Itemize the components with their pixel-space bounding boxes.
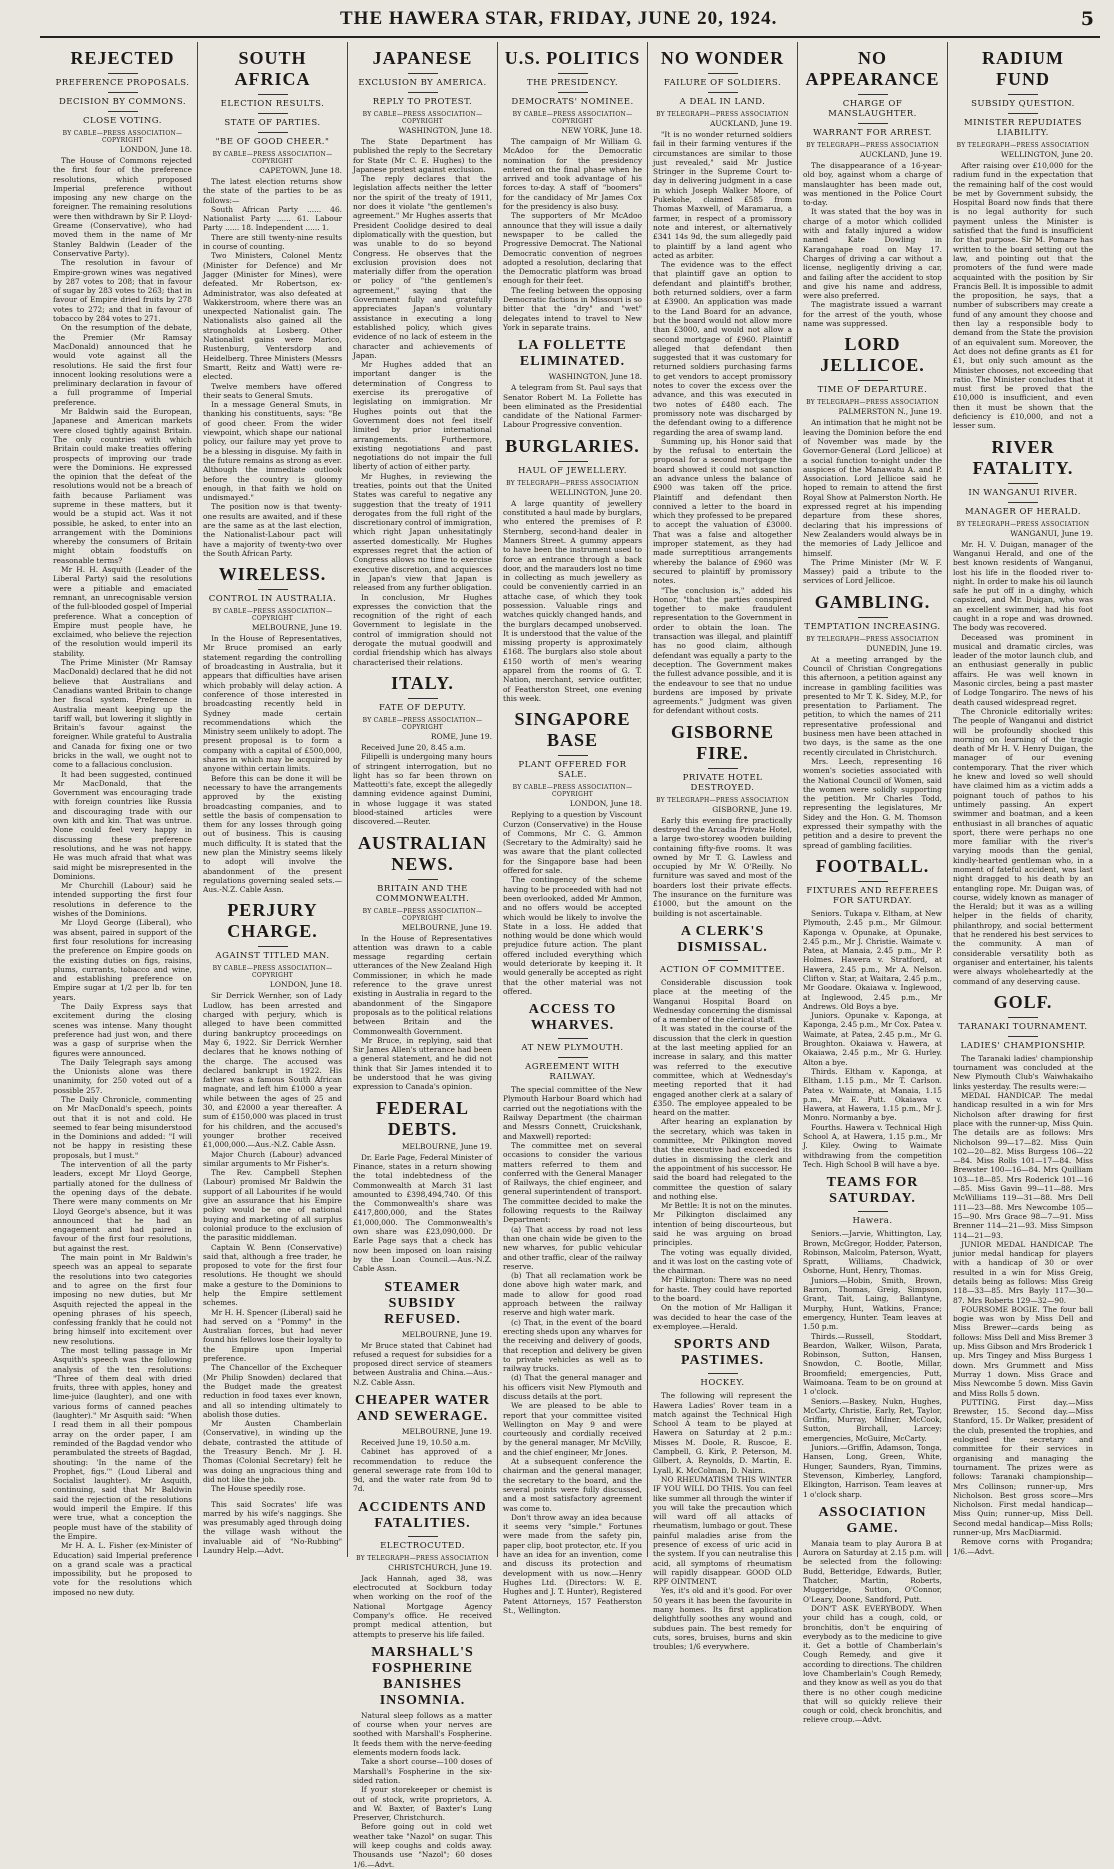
divider bbox=[708, 1373, 738, 1374]
divider bbox=[408, 698, 438, 699]
article-paragraph: Jack Hannah, aged 38, was electrocuted at Sockburn today when working on the roof of the National Mortgage Agency Company's office. He received prompt medical attention, but attempts to preserve his life failed. bbox=[353, 1573, 492, 1639]
divider bbox=[1008, 94, 1038, 95]
advertisement: This said Socrates' life was marred by his wife's naggings. She was presumably aged through doing the village wash without the invaluable aid of "No-Rubbing" Laundry Help.—Advt. bbox=[203, 1499, 342, 1555]
article-heading: LA FOLLETTE ELIMINATED. bbox=[518, 338, 627, 370]
article-subheading: CHARGE OF MANSLAUGHTER. bbox=[828, 99, 917, 119]
article-subheading: STATE OF PARTIES. bbox=[224, 118, 321, 128]
dateline: LONDON, June 18. bbox=[269, 980, 342, 990]
divider bbox=[108, 73, 138, 74]
article-paragraph: (b) That all reclamation work be done above high water mark, and made to allow for good road approach between the railway reserve and high water mark. bbox=[503, 1271, 642, 1318]
article bbox=[353, 1645, 492, 1869]
article bbox=[353, 673, 492, 827]
article-paragraph: The Taranaki ladies' championship tournament was concluded at the New Plymouth Club's Waiwhakaiho links yesterday. The results were:— bbox=[953, 1053, 1093, 1091]
article-subheading: AGAINST TITLED MAN. bbox=[215, 951, 330, 962]
article-paragraph: Before this can be done it will be necessary to have the arrangements approved by the existing broadcasting companies, and to settle the basis of compensation to them for any losses through going out of business. This is causing much difficulty. It is stated that the new plan the Ministry seems likely to adopt will involve the abandonment of the present regulations governing sealed sets.—Aus.-N.Z. Cable Assn. bbox=[203, 773, 342, 895]
article-heading: ACCESS TO WHARVES. bbox=[528, 1002, 617, 1034]
article bbox=[653, 924, 792, 1331]
article-heading: A CLERK'S DISMISSAL. bbox=[677, 923, 768, 955]
article-heading: NO WONDER bbox=[660, 48, 785, 68]
article-paragraph: After raising over £10,000 for the radium fund in the expectation that the remaining half of the cost would be met by Government subsidy, the Hospital Board now finds that there is no legal authority for such payment unless the Minister is satisfied that the fund is insufficient for that purpose. Sir M. Pomare has written to the board setting out the law, and pointing out that the promoters of the fund were made acquainted with the position by Sir Francis Bell. It is impossible to admit the proposition, he says, that a number of subscribers may create a fund of any amount they choose and then lay a responsible body to demand from the State the provision of an equivalent sum. Moreover, the Act does not define grants as £1 for £1, but only such amount as the Minister chooses, not exceeding that ratio. The Minister concludes that it must first be proved that the £10,000 is insufficient, and even then it must be shown that the deficiency is £10,000, and not a lesser sum. bbox=[953, 161, 1094, 431]
article-heading: BURGLARIES. bbox=[505, 435, 640, 456]
article-subheading: TEMPTATION INCREASING. bbox=[804, 621, 941, 632]
article-paragraph: Juniors.—Hobin, Smith, Brown, Barron, Thomas, Greig, Simpson, Grant, Tait, Laing, Ballantyne, Murphy, Hunt, Watkins, France; emergency, Hunter. Team leaves at 1.50 p.m. bbox=[803, 1275, 942, 1332]
article-paragraph: Cabinet has approved of a recommendation to reduce the general sewerage rate from 10d to 9d, and the water rate from 9d to 7d. bbox=[353, 1447, 492, 1494]
article-heading: WIRELESS. bbox=[218, 564, 327, 585]
column-4 bbox=[498, 42, 648, 1615]
article-heading: FOOTBALL. bbox=[815, 855, 930, 876]
article-heading: ASSOCIATION GAME. bbox=[818, 1504, 927, 1536]
article-heading: CHEAPER WATER AND SEWERAGE. bbox=[354, 1392, 490, 1424]
divider bbox=[558, 92, 588, 93]
article-subheading: WARRANT FOR ARREST. bbox=[813, 128, 932, 138]
article-paragraph: Before going out in cold wet weather take "Nazol" on sugar. This will keep coughs and colds away. Thousands use "Nazol"; 60 doses 1/6.—Advt. bbox=[353, 1822, 492, 1869]
dateline: LONDON, June 18. bbox=[569, 799, 642, 809]
article-heading: LORD JELLICOE. bbox=[820, 334, 925, 376]
article-subheading: SUBSIDY QUESTION. bbox=[971, 99, 1075, 109]
article-paragraph: Seniors. Tukapa v. Eltham, at New Plymouth, 2.45 p.m., Mr Gilmour. Kaponga v. Opunake, at Opunake, 2.45 p.m., Mr J. Christie. Waimate v. Patea, at Manaia, 2.45 p.m., Mr P. Holmes. Hawera v. Stratford, at Hawera, 2.45 p.m., Mr A. Nelson. Clifton v. Star, at Waitara, 2.45 p.m., Mr Goodare. Okaiawa v. Inglewood, at Inglewood, 2.45 p.m., Mr Andrews. Old Boys a bye. bbox=[803, 908, 942, 1011]
article-subheading: HAUL OF JEWELLERY. bbox=[517, 465, 628, 476]
dateline: AUCKLAND, June 19. bbox=[860, 150, 942, 159]
article-paragraph: There are still twenty-nine results in course of counting. bbox=[203, 232, 342, 252]
article-paragraph: At a meeting arranged by the Council of Christian Congregations this afternoon, a petition against any increase in gambling facilities was presented to Mr T. K. Sidey, M.P., for presentation to Parliament. The petition, to which the names of 211 representative professional and business men have been attached in two days, is the same as the one recently circulated in Christchurch. bbox=[803, 654, 942, 757]
article-paragraph: The feeling between the opposing Democratic factions in Missouri is so bitter that the "dry" and "wet" delegates intend to travel to New York in separate trains. bbox=[503, 285, 642, 332]
divider bbox=[558, 1038, 588, 1039]
article-paragraph: Mr. H. V. Duigan, manager of the Wanganui Herald, and one of the best known residents of Wanganui, lost his life in the flooded river to-night. In order to make his oil launch safe he put off in a dinghy, which capsized, and Mr. Duigan, who was an excellent swimmer, had his foot caught in a rope and was drowned. The body was recovered. bbox=[953, 539, 1093, 633]
article bbox=[203, 900, 342, 1493]
article bbox=[203, 564, 342, 894]
divider bbox=[858, 617, 888, 618]
article-paragraph: We are pleased to be able to report that your committee visited Wellington on May 9 and were courteously and cordially received by the general manager, Mr McVilly, and the chief engineer, Mr Jones. bbox=[503, 1401, 642, 1457]
article-paragraph: Thirds.—Russell, Stoddart, Beardon, Walker, Wilson, Parata, Robinson, Sutton, Hansen, Snowdon, C. Bootle, Millar, Broomfield; emergencies, Putt, Waimoana. Team to be on ground at 1 o'clock. bbox=[803, 1331, 942, 1397]
article bbox=[353, 48, 492, 667]
article-heading: SOUTH AFRICA bbox=[234, 48, 311, 89]
article-paragraph: The magistrate issued a warrant for the arrest of the youth, whose name was suppressed. bbox=[803, 300, 942, 329]
dateline: MELBOURNE, June 19. bbox=[251, 623, 342, 633]
page-number: 5 bbox=[1080, 8, 1094, 30]
article-paragraph: The disappearance of a 16-year-old boy, against whom a charge of manslaughter has been made out, was mentioned in the Police Court to-day. bbox=[803, 161, 942, 208]
article-subheading: MANAGER OF HERALD. bbox=[964, 506, 1082, 517]
article bbox=[503, 338, 642, 429]
article-paragraph: MEDAL HANDICAP. The medal handicap resulted in a win for Mrs Nicholson after drawing for first place with the runner-up, Miss Quin. The details are as follows: Mrs Nicholson 99—17—82. Miss Quin 102—20—82. Miss Burgess 106—22—84. Miss Rolls 101—17—84. Miss Brewster 100—16—84. Mrs Quilliam 103—18—85. Mrs Roderick 101—16—85. Miss Gavin 99—11—88. Mrs McWilliams 119—31—88. Mrs Dell 111—23—88. Mrs Newcombe 105—15—90. Mrs Grace 98—7—91. Miss Brenner 114—21—93. Miss Simpson 114—21—93. bbox=[953, 1091, 1093, 1240]
article-paragraph: If your storekeeper or chemist is out of stock, write proprietors, A. and W. Baxter, of Baxter's Lung Preserver, Christchurch. bbox=[353, 1785, 492, 1823]
article-paragraph: "The conclusion is," added his Honor, "that the parties conspired together to make fraudulent representation to the Government in order to obtain the loan. The transaction was illegal, and plaintiff has no good claim, although defendant was equally a party to the deception. The Government makes the fullest advance possible, and it is the endeavour to see that no undue burdens are imposed by private agreements." Judgment was given for defendant without costs. bbox=[653, 585, 792, 716]
article-paragraph: JUNIOR MEDAL HANDICAP. The junior medal handicap for players with a handicap of 30 or over resulted in a win for Miss Greig, details being as follows: Miss Greig 118—33—85. Mrs Bayly 117—30—87. Mrs Roberts 129—32—90. bbox=[953, 1239, 1093, 1305]
article-paragraph: Thirds. Eltham v. Kaponga, at Eltham, 1.15 p.m., Mr T. Carlson. Patea v. Waimate, at Manaia, 1.15 p.m., Mr E. Putt. Okaiawa v. Hawera, at Hawera, 1.15 p.m., Mr J. Monro. Normanby a bye. bbox=[803, 1066, 942, 1123]
divider bbox=[258, 132, 288, 133]
article-paragraph: The Daily Telegraph says among the Unionists alone was there unanimity, for 250 voted out of a possible 257. bbox=[53, 1057, 192, 1095]
column-1 bbox=[48, 42, 198, 1597]
divider bbox=[1008, 1017, 1038, 1018]
article-paragraph: The latest election returns show the state of the parties to be as follows:— bbox=[203, 177, 342, 205]
article-heading: NO APPEARANCE bbox=[805, 48, 940, 89]
article-paragraph: In the House of Representatives, Mr Bruce promised an early statement regarding the controlling of broadcasting in Australia, but it appears that difficulties have arisen which probably will delay action. A conference of those interested in broadcasting recently held in Sydney made certain recommendations which the Ministry seem unlikely to adopt. The present proposal is to form a company with a capital of £500,000, shares in which may be acquired by anyone within certain limits. bbox=[203, 634, 342, 774]
article-paragraph: The Prime Minister (Mr W. F. Massey) paid a tribute to the services of Lord Jellicoe. bbox=[803, 557, 942, 586]
article-paragraph: Manaia team to play Aurora B at Aurora on Saturday at 2.15 p.m. will be selected from the following: Budd, Betteridge, Edwards, Butler, Thatcher, Martin, Roberts, Muggeridge, Sutton, O'Connor, O'Leary, Doone, Sandford, Putt. bbox=[803, 1538, 942, 1604]
article-heading: U.S. POLITICS bbox=[504, 48, 641, 68]
article-heading: ACCIDENTS AND FATALITIES. bbox=[358, 1499, 487, 1531]
column-6 bbox=[798, 42, 948, 1725]
article-paragraph: "It is no wonder returned soldiers fail in their farming ventures if the circumstances are similar to those just revealed," said Mr Justice Stringer in the Supreme Court to-day in delivering judgment in a case in which Joseph Walker Moore, of Pukekohe, claimed £585 from Thomas Maxwell, of Maramarua, a farmer, in respect of a promissory note and interest, or alternatively £341 14s 9d, the sum allegedly paid to plaintiff by a land agent who acted as arbiter. bbox=[653, 130, 792, 260]
article bbox=[803, 1175, 942, 1499]
article-paragraph: The most telling passage in Mr Asquith's speech was the following analysis of the ten resolutions: "Three of them deal with dried fruits, three with apples, honey and lime-juice (laughter), and one with various forms of canned peaches (laughter)." Mr Asquith said: "When I read them in all their pompous array on the order paper, I am reminded of the Bagdad vendor who perambulated the streets of Bagdad, shouting: 'In the name of the Prophet, figs.'" (Loud Liberal and Socialist laughter). Mr Asquith, continuing, said that Mr Baldwin said the rejection of the resolutions would imperil the Empire. If this were true, what a conception the people must have of the stability of the Empire. bbox=[53, 1346, 192, 1541]
divider bbox=[408, 73, 438, 74]
article-subheading: HOCKEY. bbox=[700, 1378, 745, 1389]
article-subheading: PREFERENCE PROPOSALS. bbox=[55, 78, 190, 88]
divider bbox=[108, 111, 138, 112]
article-paragraph: On the resumption of the debate, the Premier (Mr Ramsay MacDonald) announced that he would vote against all the resolutions. He said the first four innocent looking resolutions were a preliminary declaration in favour of a full programme of Imperial preference. bbox=[53, 323, 192, 407]
article-heading: GISBORNE FIRE. bbox=[670, 721, 775, 763]
article-subheading: REPLY TO PROTEST. bbox=[372, 97, 473, 107]
article-subheading: FAILURE OF SOLDIERS. bbox=[663, 78, 782, 88]
article-paragraph: The resolution in favour of Empire-grown wines was negatived by 287 votes to 208; that in favour of sugar by 283 votes to 263; that in favour of Empire dried fruits by 278 votes to 272; and that in favour of tobacco by 284 votes to 271. bbox=[53, 258, 192, 324]
divider bbox=[708, 960, 738, 961]
divider bbox=[558, 461, 588, 462]
columns-container bbox=[48, 42, 1104, 1869]
column-2 bbox=[198, 42, 348, 1557]
article-paragraph: DON'T ASK EVERYBODY. When your child has a cough, cold, or bronchitis, don't be enquiring of everybody as to the medicine to give it. Get a bottle of Chamberlain's Cough Remedy, and give it according to directions. The children love Chamberlain's Cough Remedy, and they know as well as you do that there is no other cough medicine that will so quickly relieve their cough or cold, check bronchitis, and relieve croup.—Advt. bbox=[803, 1603, 942, 1725]
article-paragraph: The position now is that twenty-one results are awaited, and if these are the same as at the last election, the Nationalist-Labour pact will have a majority of twenty-two over the South African Party. bbox=[203, 502, 342, 558]
divider bbox=[558, 755, 588, 756]
article-paragraph: Mr Bruce stated that Cabinet had refused a request for subsidies for a proposed direct service of steamers between Australia and China.—Aus.-N.Z. Cable Assn. bbox=[353, 1340, 492, 1387]
article-paragraph: Two Ministers, Colonel Mentz (Minister for Defence) and Mr Jagger (Minister for Mines), were defeated. Mr Robertson, ex-Administrator, was also defeated at Wakkerstroom, where there was an unexpected Nationalist gain. The Nationalists also gained all the strongholds at Losberg. Other Nationalist gains were Marico, Rustenburg, Ventersdorp and Heidelberg. Three Ministers (Messrs Smartt, Reitz and Watt) were re-elected. bbox=[203, 251, 342, 382]
article-paragraph: After hearing an explanation by the secretary, which was taken in committee, Mr Pilkington moved that the executive had exceeded its duties in dismissing the clerk and the appointment of his successor. He said the board had relegated to the committee the question of salary and nothing else. bbox=[653, 1117, 792, 1201]
dateline: GISBORNE, June 19. bbox=[712, 804, 792, 814]
article-paragraph: The contingency of the scheme having to be proceeded with had not been overlooked, added Mr Ammon, and no offers would be accepted which would be likely to involve the State in a loss. He added that nothing would be done which would prejudice future action. The plant offered included everything which would deteriorate by keeping it. It would generally be accepted as right that the other material was not offered. bbox=[503, 875, 642, 996]
article-paragraph: The special committee of the New Plymouth Harbour Board which had carried out the negotiations with the Railway Department (the chairman and Messrs Connett, Cruickshank, and Maxwell) reported: bbox=[503, 1085, 642, 1141]
divider bbox=[558, 73, 588, 74]
byline: BY CABLE—PRESS ASSOCIATION—COPYRIGHT bbox=[212, 965, 333, 980]
article-paragraph: It had been suggested, continued Mr MacDonald, that the Government was encouraging trade with foreign countries like Russia and discouraging trade with our own kith and kin. That was untrue. None could feel very happy in discussing these preference resolutions, and he was not happy. He was much afraid that what was said might be misrepresented in the Dominions. bbox=[53, 769, 192, 881]
article-heading: AUSTRALIAN NEWS. bbox=[357, 832, 488, 874]
article-paragraph: Mr Bettle: It is not on the minutes. Mr Pilkington disclaimed any intention of being discourteous, but said he was arguing on broad principles. bbox=[653, 1201, 792, 1248]
article-paragraph: On the motion of Mr Halligan it was decided to hear the case of the ex-employee.—Herald. bbox=[653, 1303, 792, 1331]
article-subheading: ELECTION RESULTS. bbox=[220, 99, 325, 109]
article bbox=[953, 48, 1093, 431]
article-paragraph: Mrs. Leech, representing 16 women's societies associated with the National Council of Women, said the women were solidly supporting the petition. Mr Charles Todd, representing the legislatures, Mr Sidey and the Hon. G. M. Thomson expressed their sympathy with the petition and a desire to prevent the spread of gambling facilities. bbox=[803, 756, 942, 850]
article-subheading: TIME OF DEPARTURE. bbox=[817, 385, 928, 396]
article-paragraph: Filipelli is undergoing many hours of stringent interrogation, but no light has so far been thrown on Matteotti's fate, except the allegedly damning evidence against Dumini, in whose luggage it was stated blood-stained articles were discovered.—Reuter. bbox=[353, 752, 492, 827]
article-subheading: LADIES' CHAMPIONSHIP. bbox=[960, 1040, 1086, 1051]
dateline: MELBOURNE, June 19. bbox=[401, 922, 492, 932]
dateline: WASHINGTON, June 18. bbox=[398, 126, 492, 135]
divider bbox=[1008, 1036, 1038, 1037]
article-paragraph: The House of Commons rejected the first four of the preference resolutions, which proposed Imperial preference without imposing any new charge on the foreigner. The remaining resolutions were then withdrawn by Sir P. Lloyd-Greame (Conservative), who had moved them in the name of Mr Stanley Baldwin (Leader of the Conservative Party). bbox=[53, 156, 192, 258]
article-heading: GOLF. bbox=[993, 991, 1053, 1012]
article-heading: REJECTED bbox=[70, 48, 175, 68]
article-paragraph: Fourths. Hawera v. Technical High School A, at Hawera, 1.15 p.m., Mr J. Kiley. Owing to Waimate withdrawing from the competition Tech. High School B will have a bye. bbox=[803, 1122, 942, 1169]
article-paragraph: Seniors.—Baskey, Nukn, Hughes, McCarty, Christie, Early, Ret, Taylor, Griffin, Murray, Milner, McCook, Sutton, Birchall, Larcey; emergencies, McGuire, McCarty. bbox=[803, 1396, 942, 1443]
article-subheading: TARANAKI TOURNAMENT. bbox=[958, 1021, 1088, 1032]
article-heading: SINGAPORE BASE bbox=[514, 709, 631, 751]
byline: BY TELEGRAPH—PRESS ASSOCIATION bbox=[806, 142, 939, 149]
article-paragraph: It was stated that the boy was in charge of a motor which collided with and fatally injured a widow named Kate Dowling in Karangahape road on May 17. Charges of driving a car without a license, negligently driving a car, and failing after the accident to stop and give his name and address, were also preferred. bbox=[803, 207, 942, 301]
column-7 bbox=[948, 42, 1098, 1557]
byline: BY CABLE—PRESS ASSOCIATION—COPYRIGHT bbox=[62, 130, 183, 144]
article bbox=[653, 48, 792, 716]
article-paragraph: Early this evening fire practically destroyed the Arcadia Private Hotel, a large two-storey wooden building containing fifty-five rooms. It was owned by Mr T. G. Lawless and occupied by Mr W. O'Reilly. No furniture was saved and most of the boarders lost their private effects. The insurance on the furniture was £1000, but the amount on the building is not ascertainable. bbox=[653, 815, 792, 918]
article-heading: GAMBLING. bbox=[814, 591, 931, 612]
article bbox=[803, 856, 942, 1169]
byline: BY CABLE—PRESS ASSOCIATION—COPYRIGHT bbox=[362, 907, 483, 922]
article bbox=[353, 1393, 492, 1494]
divider bbox=[408, 92, 438, 93]
article-paragraph: South African Party ...... 46. Nationalist Party ...... 61. Labour Party ...... 18. Independent ...... 1. bbox=[203, 204, 342, 233]
article-paragraph: The committee met on several occasions to consider the various matters referred to them and conferred with the General Manager of Railways, the chief engineer, and general superintendent of transport. The committee decided to make the following requests to the Railway Department: bbox=[503, 1140, 642, 1225]
byline: BY CABLE—PRESS ASSOCIATION—COPYRIGHT bbox=[212, 608, 333, 623]
divider bbox=[408, 1536, 438, 1537]
divider bbox=[858, 1211, 888, 1212]
article-paragraph: Take a short course—100 doses of Marshall's Fospherine in the six-sided ration. bbox=[353, 1757, 492, 1785]
dateline: WELLINGTON, June 20. bbox=[549, 487, 642, 497]
article-paragraph: In the House of Representatives attention was drawn to a cable message regarding certain utterances of the New Zealand High Commissioner, in which he made reference to the grave unrest existing in Australia in regard to the abandonment of the Singapore proposals as to the political relations between Britain and the Commonwealth Government. bbox=[353, 933, 492, 1036]
article-paragraph: Mr Hughes, in reviewing the treaties, points out that the United States was careful to negative any suggestion that the treaty of 1911 derogates from the full right of the discretionary control of immigration, which right Japan unhesitatingly asserted domestically. Mr Hughes expresses regret that the action of Congress allows no time to exercise executive discretion, and acquiesces in Japan's view that Japan is released from any further obligation. bbox=[353, 471, 493, 593]
article-paragraph: Mr Bruce, in replying, said that Sir James Allen's utterance had been a general statement, and he did not think that Sir James intended it to be understood that he was giving expression to Canada's opinion. bbox=[353, 1035, 492, 1092]
article bbox=[653, 722, 792, 918]
article-heading: PERJURY CHARGE. bbox=[227, 900, 318, 942]
dateline: ROME, June 19. bbox=[430, 731, 492, 741]
article-paragraph: Juniors. Opunake v. Kaponga, at Kaponga, 2.45 p.m., Mr Cox. Patea v. Waimate, at Patea, 2.45 p.m., Mr G. Broughton. Okaiawa v. Hawera, at Okaiawa, 2.45 p.m., Mr G. Hurley. Alton a bye. bbox=[803, 1011, 942, 1067]
article-paragraph: Juniors.—Griffin, Adamson, Tonga, Hansen, Long, Green, White, Hunger, Saunders, Ryan, Timmins, Stevenson, Kimberley, Langford, Elkington, Harrison. Team leaves at 1 o'clock sharp. bbox=[803, 1443, 942, 1499]
byline: BY CABLE—PRESS ASSOCIATION—COPYRIGHT bbox=[362, 716, 483, 731]
article-paragraph: The voting was equally divided, and it was lost on the casting vote of the chairman. bbox=[653, 1247, 792, 1276]
article-subheading: Hawera. bbox=[852, 1216, 893, 1227]
article-paragraph: Major Church (Labour) advanced similar arguments to Mr Fisher's. bbox=[203, 1149, 342, 1168]
article-paragraph: It was stated in the course of the discussion that the clerk in question at the last meeting applied for an increase in salary, and this matter was referred to the executive committee, which at Wednesday's meeting reported that it had engaged another clerk at a salary of £350. The employee appealed to be heard on the matter. bbox=[653, 1024, 792, 1118]
article-paragraph: An intimation that he might not be leaving the Dominion before the end of November was made by the Governor-General (Lord Jellicoe) at a social function to-night under the auspices of the Manawatu A. and P. Association. Lord Jellicoe said he hoped to remain to attend the first Royal Show at Palmerston North. He expressed regret at his impending departure from these shores, declaring that his impressions of New Zealanders would always be in the memories of Lady Jellicoe and himself. bbox=[803, 418, 942, 558]
article-paragraph: Mr Lloyd George (Liberal), who was absent, paired in support of the first four resolutions for increasing the preference on Empire goods on the existing duties on figs, raisins, plums, currants, tobacco and wine, and establishing preference on Empire sugar at 1/2 per lb. for ten years. bbox=[53, 918, 192, 1002]
byline: BY TELEGRAPH—PRESS ASSOCIATION bbox=[656, 796, 789, 804]
article-paragraph: (a) That access by road not less than one chain wide be given to the new wharves, for public vehicular and other traffic, clear of the railway reserve. bbox=[503, 1224, 642, 1271]
divider bbox=[858, 380, 888, 381]
divider bbox=[258, 946, 288, 947]
article-paragraph: Captain W. Benn (Conservative) said that, although a free trader, he proposed to vote for the first four resolutions. He thought we should make a gesture to the Dominions to help the Empire settlement schemes. bbox=[203, 1242, 342, 1308]
article-paragraph: The intervention of all the party leaders, except Mr Lloyd George, partially atoned for the dullness of the opening days of the debate. There were many comments on Mr Lloyd George's absence, but it was announced that he had an engagement and had paired in favour of the first four resolutions, but against the rest. bbox=[53, 1160, 192, 1253]
dateline: NEW YORK, June 18. bbox=[561, 126, 642, 135]
article-subheading: CONTROL IN AUSTRALIA. bbox=[208, 594, 337, 605]
article bbox=[803, 48, 942, 328]
divider bbox=[258, 589, 288, 590]
article bbox=[503, 436, 642, 704]
article-paragraph: The Prime Minister (Mr Ramsay MacDonald) declared that he did not believe that Australians and Canadians wanted Britain to change her fiscal system. Preference in Australia meant keeping up the tariff wall, but lowering it slightly in Britain's favour against the foreigner. While grateful to Australia and Canada for fixing one or two bricks in the wall, we ought not to come to a fallacious conclusion. bbox=[53, 658, 192, 770]
article-paragraph: Twelve members have offered their seats to General Smuts. bbox=[203, 381, 342, 400]
dateline: MELBOURNE, June 19. bbox=[401, 1426, 492, 1436]
article-paragraph: The supporters of Mr McAdoo announce that they will issue a daily newspaper to be called the Progressive Democrat. The National Democratic convention of negroes adopted a resolution, declaring that the Democratic platform was broad enough for their feet. bbox=[503, 211, 642, 286]
masthead bbox=[40, 6, 1100, 38]
article-paragraph: PUTTING. First day.—Miss Brewster, 15. Second day.—Miss Stanford, 15. Dr Walker, president of the club, presented the trophies, and eulogised the secretary and committee for their services in organising and managing the tournament. The prizes were as follows: Taranaki championship—Mrs Collinson; runner-up, Mrs Nicholson. Best gross score—Mrs Nicholson. First medal handicap—Miss Quin; runner-up, Miss Dell. Second medal handicap—Miss Rolls; runner-up, Mrs MacDiarmid. bbox=[953, 1397, 1093, 1537]
article-paragraph: Sir Derrick Wernher, son of Lady Ludlow, has been arrested and charged with perjury, which is alleged to have been committed during bankruptcy proceedings on May 6, 1922. Sir Derrick Wernher declares that he knows nothing of the charge. The accused was declared bankrupt in 1922. His father was a famous South African magnate, and left him £1000 a year while between the ages of 25 and 30, and £2000 a year thereafter. A sum of £150,000 was placed in trust for his children, and the accused's younger brother received £1,000,000.—Aus.-N.Z. Cable Assn. bbox=[203, 991, 342, 1150]
article-subheading: FIXTURES AND REFEREES FOR SATURDAY. bbox=[806, 885, 939, 906]
divider bbox=[408, 879, 438, 880]
divider bbox=[858, 94, 888, 95]
article bbox=[353, 1280, 492, 1387]
article-paragraph: Mr Pilkington: There was no need for haste. They could have reported to the board. bbox=[653, 1275, 792, 1304]
byline: BY TELEGRAPH—PRESS ASSOCIATION bbox=[506, 479, 639, 487]
article-paragraph: Replying to a question by Viscount Curzon (Conservative) in the House of Commons, Mr C. G. Ammon (Secretary to the Admiralty) said he was aware that the plant collected for the Singapore base had been offered for sale. bbox=[503, 810, 642, 876]
byline: BY CABLE—PRESS ASSOCIATION—COPYRIGHT bbox=[512, 111, 633, 125]
article-paragraph: The evidence was to the effect that plaintiff gave an option to defendant and plaintiff's brother, both returned soldiers, over a farm at £3900. An application was made to the Land Board for an advance, but the board would not allow more than £3000, and would not allow a second mortgage of £960. Plaintiff alleged that defendant then suggested that it was customary for returned soldiers purchasing farms to get vendors to accept promissory notes to cover the excess over the advance, and this was executed in two notes of £480 each. The promissory note was discharged by the defendant owing to a difference regarding the area of swamp land. bbox=[653, 260, 792, 437]
article bbox=[503, 709, 642, 996]
article-paragraph: FOURSOME BOGIE. The four ball bogie was won by Miss Dell and Miss Brewer—cards being as follows: Miss Dell and Miss Bremer 3 up. Miss Gibson and Mrs Broderick 1 up. Mrs Tingey and Miss Burgess 1 down. Mrs Grummett and Miss Murray 1 down. Miss Grace and Miss Newcombe 5 down. Miss Gavin and Miss Rolls 5 down. bbox=[953, 1304, 1093, 1398]
divider bbox=[258, 113, 288, 114]
article bbox=[803, 592, 942, 850]
divider bbox=[1008, 502, 1038, 503]
divider bbox=[258, 94, 288, 95]
dateline: WELLINGTON, June 20. bbox=[1000, 150, 1093, 159]
article-subheading: MINISTER REPUDIATES LIABILITY. bbox=[963, 118, 1083, 138]
article-paragraph: Mr H. H. Spencer (Liberal) said he had served on a "Pommy" in the Australian forces, but had never found his fellows lose their loyalty to the Empire upon Imperial preference. bbox=[203, 1307, 342, 1364]
divider bbox=[858, 881, 888, 882]
divider bbox=[858, 123, 888, 124]
article-heading: STEAMER SUBSIDY REFUSED. bbox=[384, 1279, 461, 1327]
byline: BY TELEGRAPH—PRESS ASSOCIATION bbox=[806, 399, 939, 407]
byline: BY TELEGRAPH—PRESS ASSOCIATION bbox=[806, 635, 939, 643]
article-subheading: AGREEMENT WITH RAILWAY. bbox=[525, 1062, 620, 1083]
article-paragraph: The following will represent the Hawera Ladies' Rover team in a match against the Technical High School A team to be played at Hawera on Saturday at 2 p.m.: Misses M. Doole, R. Ruscoe, E. Campbell, G. Kirk, P. Peterson, M. Gilbert, A. Reynolds, D. Martin, E. Lyall, K. McColman, D. Nairn. bbox=[653, 1391, 792, 1475]
article-paragraph: The Chancellor of the Exchequer (Mr Philip Snowden) declared that the Budget made the greatest reduction in food taxes ever known, and all so intending ultimately to abolish those duties. bbox=[203, 1363, 342, 1419]
article bbox=[503, 48, 642, 332]
article-subheading: EXCLUSION BY AMERICA. bbox=[358, 78, 487, 88]
article-paragraph: Summing up, his Honor said that by the refusal to entertain the proposal for a second mortgage the board showed it could not sanction an advance unless the balance of £900 was taken off the price. Plaintiff and defendant then connived a letter to the board in which they professed to be prepared to accept the valuation of £3000. That was a false and altogether improper statement, as they had made surreptitious arrangements whereby the balance of £960 was secured to plaintiff by promissory notes. bbox=[653, 436, 792, 586]
article-paragraph: A telegram from St. Paul says that Senator Robert M. La Follette has been eliminated as the Presidential candidate of the National Farmer-Labour Progressive convention. bbox=[503, 383, 642, 430]
article-paragraph: Mr Hughes added that an important danger is the determination of Congress to exercise its prerogative of legislating on immigration. Mr Hughes points out that the Government does not feel itself limited by prior international arrangements. Furthermore, existing negotiations and past negotiations do not impair the full liberty of action of either party. bbox=[353, 360, 492, 472]
article-paragraph: (d) That the general manager and his officers visit New Plymouth and discuss details at the port. bbox=[503, 1373, 642, 1401]
article-subheading: THE PRESIDENCY. bbox=[526, 78, 619, 88]
article-paragraph: At a subsequent conference the chairman and the general manager, the secretary to the board, and the several points were fully discussed, and a most satisfactory agreement was come to. bbox=[503, 1457, 642, 1513]
divider bbox=[708, 73, 738, 74]
article-paragraph: Considerable discussion took place at the meeting of the Wanganui Hospital Board on Wednesday concerning the dismissal of a member of the clerical staff. bbox=[653, 977, 792, 1025]
article-paragraph: In conclusion, Mr Hughes expresses the conviction that the recognition of the right of each Government to legislate in the control of immigration should not derogate the mutual goodwill and cordial friendship which has always characterised their relations. bbox=[353, 592, 492, 667]
article bbox=[353, 1098, 492, 1274]
dateline: CAPETOWN, June 18. bbox=[259, 166, 342, 175]
article bbox=[353, 833, 492, 1092]
article-paragraph: Yes, it's old and it's good. For over 50 years it has been the favourite in many homes. Its first application delightfully soothes any wound and subdues pain. The best remedy for cuts, sores, bruises, burns and skin troubles; 1/6 everywhere. bbox=[653, 1586, 792, 1652]
article-subheading: PLANT OFFERED FOR SALE. bbox=[518, 760, 627, 781]
article-heading: JAPANESE bbox=[372, 48, 473, 68]
dateline: MELBOURNE, June 19. bbox=[401, 1329, 492, 1339]
article-paragraph: A large quantity of jewellery constituted a haul made by burglars, who entered the premises of P. Sternberg, second-hand dealer in Manners Street. A gummy appears to have been the instrument used to force an entrance through a back door, and the marauders lost no time in collecting as much jewellery as could be conveniently carried in an attache case, of which they took possession. Valuable rings and watches quickly changed hands, and the burglars decamped unobserved. It is understood that the value of the missing property is approximately £168. The burglars also stole about £150 worth of men's wearing apparel from the rooms of G. T. Nation, merchant, service outfitter, of Featherston Street, one evening this week. bbox=[503, 498, 642, 703]
byline: BY TELEGRAPH—PRESS ASSOCIATION bbox=[956, 142, 1090, 149]
article bbox=[53, 48, 192, 1597]
article-subheading: DEMOCRATS' NOMINEE. bbox=[511, 97, 634, 107]
article-heading: MARSHALL'S FOSPHERINE BANISHES INSOMNIA. bbox=[371, 1644, 474, 1708]
article-heading: SPORTS AND PASTIMES. bbox=[673, 1337, 772, 1369]
article bbox=[953, 992, 1093, 1556]
article-paragraph: The Chronicle editorially writes: The people of Wanganui and district will be profoundly shocked this morning on learning of the tragic death of Mr H. V. Henry Duigan, the manager of our evening contemporary. That the river which he knew and loved so well should have claimed him as a victim adds a poignant touch of pathos to his untimely passing. An expert swimmer and boatman, and a keen enthusiast in all branches of aquatic sport, there were perhaps no one more familiar with the river's varying moods than the genial, kindly-hearted gentleman who, in a moment of fateful accident, was last night dragged to his death by an entangling rope. Mr. Duigan was, of course, widely known as manager of the Herald; but it was as a willing helper in the fields of charity, philanthropy, and social betterment that he rendered his best services to the community. A man of considerable versatility both as organiser and entertainer, his talents were always wholeheartedly at the command of any deserving cause. bbox=[953, 706, 1093, 986]
article-paragraph: Mr H. A. L. Fisher (ex-Minister of Education) said Imperial preference on a grand scale was a practical impossibility, but he proposed to vote for the resolutions which imposed no new duty. bbox=[53, 1541, 192, 1597]
article-paragraph: Remove corns with Progandra; 1/6.—Advt. bbox=[953, 1537, 1093, 1556]
byline: BY CABLE—PRESS ASSOCIATION—COPYRIGHT bbox=[512, 784, 633, 799]
divider bbox=[708, 92, 738, 93]
masthead-title: THE HAWERA STAR, FRIDAY, JUNE 20, 1924. bbox=[340, 8, 778, 29]
article-paragraph: The Daily Chronicle, commenting on Mr MacDonald's speech, points out that it is not and cold. He seemed to fear being misunderstood in the Dominions and added: "I will not be happy in resisting these proposals, but I must." bbox=[53, 1094, 192, 1160]
article-paragraph: Dr. Earle Page, Federal Minister of Finance, states in a return showing the total indebtedness of the Commonwealth at March 31 last amounted to £398,494,740. Of this the Commonwealth's share was £417,800,000, and the States £1,000,000. The Commonwealth's own share was £23,090,000. Dr Earle Page says that a check has now been imposed on loan raising by the Loan Council.—Aus.-N.Z. Cable Assn. bbox=[353, 1152, 492, 1274]
article-paragraph: The reply declares that the legislation affects neither the letter nor the spirit of the treaty of 1911, nor does it violate "the gentlemen's agreement." Mr Hughes asserts that President Coolidge desired to deal diplomatically with the question, but was unable to do so beyond Congress. He observes that the exclusion provision does not materially differ from the operation or policy of "the gentlemen's agreement," saying that the Government fully and gratefully appreciates Japan's voluntary assistance in executing a long established policy, which gives evidence of no lack of esteem in the character and achievements of Japan. bbox=[353, 174, 492, 360]
divider bbox=[1008, 113, 1038, 114]
article-paragraph: Received June 19, 10.50 a.m. bbox=[361, 1437, 471, 1447]
article-subheading: FATE OF DEPUTY. bbox=[378, 702, 467, 713]
divider bbox=[1008, 483, 1038, 484]
article-paragraph: Mr H. H. Asquith (Leader of the Liberal Party) said the resolutions were a pitiable and emaciated remnant, an unrecognisable version of the full-blooded gospel of Imperial preference. What a conception of Empire must people have, he exclaimed, who believe the rejection of the resolution would imperil its stability. bbox=[53, 565, 192, 658]
article-heading: FEDERAL DEBTS. bbox=[375, 1097, 469, 1139]
article bbox=[653, 1337, 792, 1651]
article-heading: RADIUM FUND bbox=[982, 48, 1064, 89]
article bbox=[203, 48, 342, 558]
article-paragraph: Mr Baldwin said the European, Japanese and American markets were closed tightly against Britain. The only countries with which Britain could make treaties offering prospects of improving our trade were the Dominions. He expressed the opinion that the defeat of the resolutions would not be a breach of faith because Parliament was supreme in these matters, but it would be a stupid act. Was it not possible, he asked, to enter into an arrangement with the Dominions whereby the consumers of Britain might obtain foodstuffs on reasonable terms? bbox=[53, 407, 192, 565]
article-paragraph: Mr Austen Chamberlain (Conservative), in winding up the debate, contrasted the attitude of the Treasury Bench. Mr J. H. Thomas (Colonial Secretary) felt he was doing an ungracious thing and did not like the job. bbox=[203, 1419, 342, 1484]
column-5 bbox=[648, 42, 798, 1652]
article-paragraph: The Rev. Campbell Stephen (Labour) promised Mr Baldwin the support of all Labourites if he would give an assurance that his Empire policy would be one of national buying and marketing of all surplus colonial produce to the exclusion of the parasitic middleman. bbox=[203, 1168, 342, 1243]
divider bbox=[558, 1057, 588, 1058]
article-paragraph: The Daily Express says that excitement during the closing scenes was intense. Many thought preference had just won, and there was a gasp of surprise when the figures were announced. bbox=[53, 1002, 192, 1058]
dateline: WASHINGTON, June 18. bbox=[548, 372, 642, 382]
byline: BY TELEGRAPH—PRESS ASSOCIATION bbox=[656, 111, 789, 118]
dateline: WANGANUI, June 19. bbox=[1010, 528, 1093, 538]
byline: BY TELEGRAPH—PRESS ASSOCIATION bbox=[356, 1554, 489, 1562]
article-subheading: ACTION OF COMMITTEE. bbox=[659, 964, 786, 975]
article-paragraph: The main point in Mr Baldwin's speech was an appeal to separate the resolutions into two categories and to agree on the first four imposing no new duties, but Mr Asquith rejected the appeal in the opening phrases of his speech, confessing frankly that he could not bring himself into excitement over new resolutions. bbox=[53, 1253, 192, 1346]
article-subheading: ELECTROCUTED. bbox=[380, 1540, 465, 1551]
divider bbox=[108, 92, 138, 93]
article-subheading: A DEAL IN LAND. bbox=[679, 97, 766, 107]
byline: BY TELEGRAPH—PRESS ASSOCIATION bbox=[956, 520, 1090, 528]
article-subheading: BRITAIN AND THE COMMONWEALTH. bbox=[375, 883, 470, 904]
article-subheading: IN WANGANUI RIVER. bbox=[968, 487, 1078, 498]
article-subheading: DECISION BY COMMONS. bbox=[58, 97, 187, 107]
article-heading: TEAMS FOR SATURDAY. bbox=[826, 1175, 919, 1207]
column-3 bbox=[348, 42, 498, 1869]
dateline: MELBOURNE, June 19. bbox=[401, 1141, 492, 1151]
article-heading: RIVER FATALITY. bbox=[972, 436, 1074, 478]
article-paragraph: (c) That, in the event of the board erecting sheds upon any wharves for the receiving and delivery of goods, that reception and delivery be given to private vehicles as well as to railway trucks. bbox=[503, 1317, 642, 1374]
byline: BY CABLE—PRESS ASSOCIATION—COPYRIGHT bbox=[362, 111, 483, 125]
article-paragraph: NO RHEUMATISM THIS WINTER IF YOU WILL DO THIS. You can feel like summer all through the winter if you will take the precaution which will ward off all attacks of rheumatism, lumbago or gout. These painful maladies arise from the presence of excess of uric acid in the system. If you can neutralise this acid, all symptoms of rheumatism will rapidly disappear. GOOD OLD RPF OINTMENT. bbox=[653, 1474, 792, 1587]
article-paragraph: Mr Churchill (Labour) said he intended supporting the first four resolutions in deference to the wishes of the Dominions. bbox=[53, 881, 192, 919]
article-paragraph: Received June 20, 8.45 a.m. bbox=[361, 742, 466, 752]
dateline: DUNEDIN, June 19. bbox=[866, 643, 942, 653]
article-subheading: AT NEW PLYMOUTH. bbox=[521, 1043, 624, 1054]
article-paragraph: Deceased was prominent in musical and dramatic circles, was leader of the motor launch club, and an enthusiast generally in public affairs. He was well known in Masonic circles, being a past master of Lodge Tongariro. The news of his death caused widespread regret. bbox=[953, 632, 1093, 707]
dateline: PALMERSTON N., June 19. bbox=[838, 407, 942, 417]
article bbox=[803, 1505, 942, 1725]
article-paragraph: Don't throw away an idea because it seems very "simple." Fortunes were made from the safety pin, paper clip, boot protector, etc. If you have an idea for an invention, come and discuss its protection and development with us now.—Henry Hughes Ltd. (Directors: W. E. Hughes and J. T. Hunter), Registered Patent Attorneys, 157 Featherston St., Wellington. bbox=[503, 1512, 642, 1615]
article-paragraph: The State Department has published the reply to the Secretary for State (Mr C. E. Hughes) to the Japanese protest against exclusion. bbox=[353, 137, 492, 174]
article-subheading: CLOSE VOTING. bbox=[83, 116, 162, 126]
article-subheading: PRIVATE HOTEL DESTROYED. bbox=[682, 772, 763, 793]
article-paragraph: The campaign of Mr William G. McAdoo for the Democratic nomination for the presidency entered on the final phase when he arrived and took advantage of his forces to-day. A staff of "boomers" for the candidacy of Mr James Cox for the presidency is also busy. bbox=[503, 137, 642, 212]
article-paragraph: In a message General Smuts, in thanking his constituents, says: "Be of good cheer. From the wider viewpoint, which shape our national policy, our failure may yet prove to be a blessing in disguise. My faith in the future remains as strong as ever. Although the immediate outlook before the country is gloomy enough, in that faith we hold on undismayed." bbox=[203, 400, 342, 503]
article bbox=[953, 437, 1093, 986]
dateline: CHRISTCHURCH, June 19. bbox=[388, 1562, 492, 1572]
article bbox=[803, 334, 942, 585]
article-paragraph: Natural sleep follows as a matter of course when your nerves are soothed with Marshall's Fospherine. It feeds them with the nerve-feeding elements modern foods lack. bbox=[353, 1710, 492, 1758]
article-heading: ITALY. bbox=[391, 672, 454, 693]
article bbox=[353, 1500, 492, 1639]
article-paragraph: The House speedily rose. bbox=[211, 1484, 306, 1494]
article-paragraph: Seniors.—Jarvie, Whittington, Lay, Brown, McGregor, Hodder, Paterson, Robinson, Malcolm, Paterson, Wyatt, Spratt, Williams, Chadwick, Osborne, Hunt, Henry, Thomas. bbox=[803, 1229, 942, 1276]
byline: BY CABLE—PRESS ASSOCIATION—COPYRIGHT bbox=[212, 151, 333, 165]
dateline: AUCKLAND, June 19. bbox=[710, 119, 792, 128]
divider bbox=[708, 768, 738, 769]
article bbox=[503, 1002, 642, 1615]
article-subheading: "BE OF GOOD CHEER." bbox=[215, 137, 330, 147]
dateline: LONDON, June 18. bbox=[119, 145, 192, 154]
